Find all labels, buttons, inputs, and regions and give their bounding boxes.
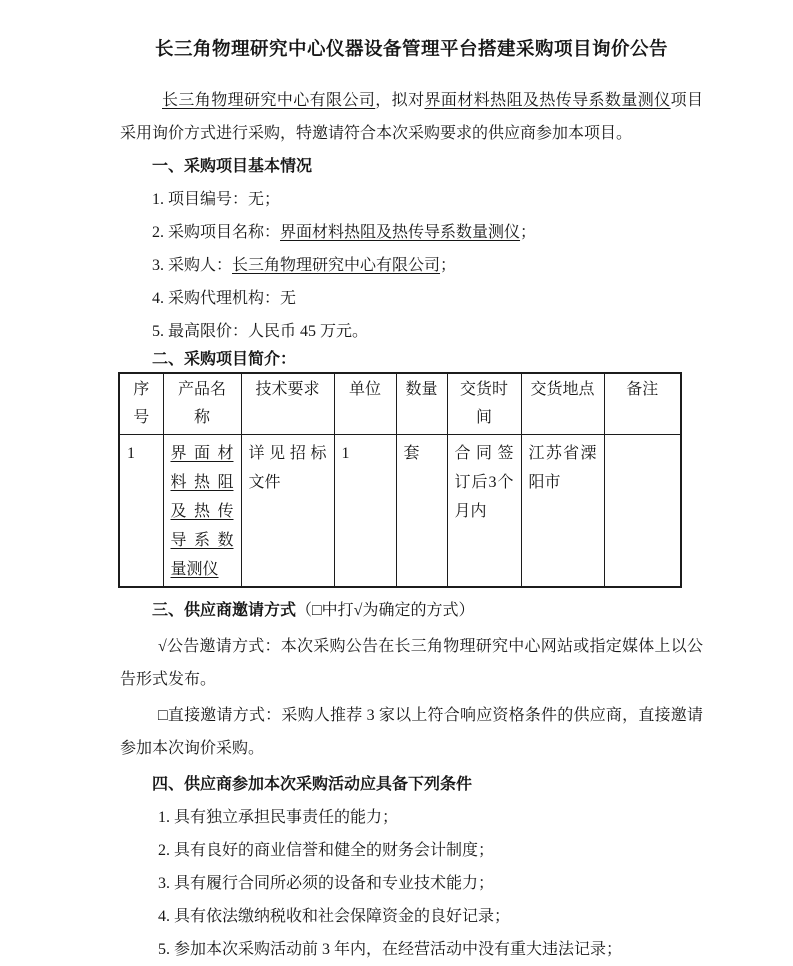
section-1-item-purchaser bbox=[120, 249, 703, 282]
table-cell-delivery-place: 江苏省溧阳市 bbox=[521, 435, 604, 588]
section-3-heading bbox=[120, 594, 703, 627]
table-cell-seq: 1 bbox=[119, 435, 163, 588]
section-4-item: 5. 参加本次采购活动前 3 年内，在经营活动中没有重大违法记录； bbox=[158, 941, 623, 958]
intro-paragraph bbox=[120, 84, 703, 150]
section-1-item-project-name bbox=[120, 216, 703, 249]
underlined-product-name: 界面材料热阻及热传导系数量测仪 bbox=[424, 92, 671, 109]
section-1-item-price-limit: 5. 最高限价：人民币 45 万元。 bbox=[152, 323, 369, 340]
section-4-item: 4. 具有依法缴纳税收和社会保障资金的良好记录； bbox=[158, 908, 511, 925]
item-suffix: ； bbox=[440, 257, 457, 274]
section-4-item: 3. 具有履行合同所必须的设备和专业技术能力； bbox=[158, 875, 495, 892]
section-1-item-project-number: 1. 项目编号：无； bbox=[152, 191, 281, 208]
direct-invitation-paragraph: □直接邀请方式：采购人推荐 3 家以上符合响应资格条件的供应商，直接邀请参加本次询价采购。 bbox=[120, 707, 703, 757]
underlined-buyer-name: 长三角物理研究中心有限公司 bbox=[232, 257, 441, 274]
underlined-product-name: 界面材料热阻及热传导系数量测仪 bbox=[170, 445, 234, 578]
item-label: 3. 采购人： bbox=[152, 257, 233, 274]
item-label: 2. 采购项目名称： bbox=[152, 224, 281, 241]
table-cell-note bbox=[604, 435, 681, 588]
section-2-heading: 二、采购项目简介： bbox=[152, 351, 297, 368]
table-cell-product bbox=[163, 435, 241, 588]
intro-text-tail: 项目采用询价方式进行采购，特邀请符合本次采购要求的供应商参加本项目。 bbox=[120, 92, 703, 142]
table-row bbox=[119, 435, 681, 588]
section-3-heading-bold: 三、供应商邀请方式 bbox=[152, 602, 297, 619]
table-cell-qty: 套 bbox=[396, 435, 447, 588]
section-3-heading-paren: （□中打√为确定的方式） bbox=[296, 602, 475, 619]
procurement-table bbox=[118, 372, 682, 588]
announce-invitation-paragraph: √公告邀请方式：本次采购公告在长三角物理研究中心网站或指定媒体上以公告形式发布。 bbox=[120, 638, 703, 688]
header-cell-product: 产品名称 bbox=[163, 373, 241, 435]
header-cell-unit: 单位 bbox=[334, 373, 396, 435]
section-4-item: 1. 具有独立承担民事责任的能力； bbox=[158, 809, 399, 826]
underlined-buyer-name: 长三角物理研究中心有限公司 bbox=[162, 92, 376, 109]
section-4-heading: 四、供应商参加本次采购活动应具备下列条件 bbox=[152, 776, 473, 793]
underlined-product-name: 界面材料热阻及热传导系数量测仪 bbox=[280, 224, 521, 241]
header-cell-seq: 序号 bbox=[119, 373, 163, 435]
header-cell-delivery-place: 交货地点 bbox=[521, 373, 604, 435]
section-1-heading: 一、采购项目基本情况 bbox=[152, 158, 313, 175]
item-suffix: ； bbox=[520, 224, 537, 241]
table-header-row bbox=[119, 373, 681, 435]
table-cell-tech: 详见招标文件 bbox=[241, 435, 334, 588]
table-cell-delivery-time: 合同签订后3个月内 bbox=[447, 435, 521, 588]
section-4-item: 2. 具有良好的商业信誉和健全的财务会计制度； bbox=[158, 842, 495, 859]
document-title: 长三角物理研究中心仪器设备管理平台搭建采购项目询价公告 bbox=[154, 38, 668, 59]
header-cell-note: 备注 bbox=[604, 373, 681, 435]
table-cell-unit: 1 bbox=[334, 435, 396, 588]
header-cell-qty: 数量 bbox=[396, 373, 447, 435]
intro-text-middle: ，拟对 bbox=[375, 92, 425, 109]
header-cell-tech: 技术要求 bbox=[241, 373, 334, 435]
section-1-item-agency: 4. 采购代理机构：无 bbox=[152, 290, 297, 307]
header-cell-delivery-time: 交货时间 bbox=[447, 373, 521, 435]
